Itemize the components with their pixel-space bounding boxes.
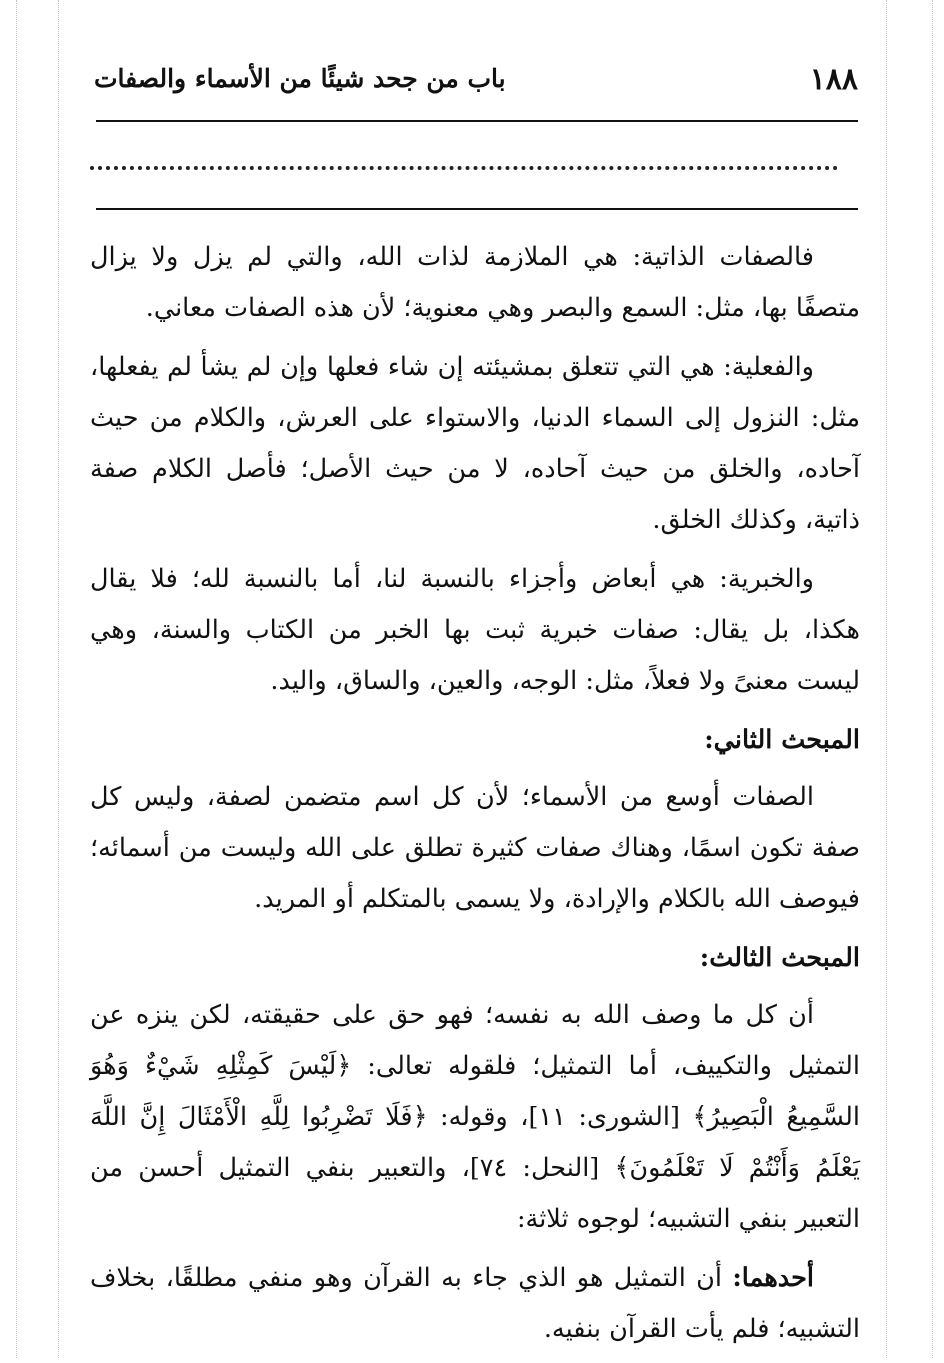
scan-guide-line	[58, 0, 59, 1358]
paragraph-reported-attributes: والخبرية: هي أبعاض وأجزاء بالنسبة لنا، أما بالنسبة لله؛ فلا يقال هكذا، بل يقال: صفات خبرية ثبت بها الخبر من الكتاب والسنة، وهي ليست معنىً ولا فعلاً، مثل: الوجه، والعين، والساق، واليد.	[90, 564, 860, 696]
running-header	[90, 58, 860, 108]
section-heading-second: المبحث الثاني:	[704, 725, 860, 755]
first-reason-text: أن التمثيل هو الذي جاء به القرآن وهو منفي مطلقًا، بخلاف التشبيه؛ فلم يأت القرآن بنفيه.	[90, 1263, 860, 1344]
paragraph-first-reason	[90, 1253, 860, 1355]
footnote-dotted-leader	[90, 166, 838, 170]
scan-guide-line	[16, 0, 17, 1358]
page-body	[90, 232, 860, 1363]
paragraph-essential-attributes: فالصفات الذاتية: هي الملازمة لذات الله، والتي لم يزل ولا يزال متصفًا بها، مثل: السمع والبصر وهي معنوية؛ لأن هذه الصفات معاني.	[90, 242, 860, 323]
page-number: ١٨٨	[809, 62, 858, 97]
section-rule	[96, 208, 858, 210]
paragraph-action-attributes: والفعلية: هي التي تتعلق بمشيئته إن شاء فعلها وإن لم يشأ لم يفعلها، مثل: النزول إلى السماء الدنيا، والاستواء على العرش، والكلام من حيث آحاده، والخلق من حيث آحاده، لا من حيث الأصل؛ فأصل الكلام صفة ذاتية، وكذلك الخلق.	[90, 352, 860, 535]
first-reason-label: أحدهما:	[732, 1263, 814, 1293]
chapter-title: باب من جحد شيئًا من الأسماء والصفات	[94, 64, 506, 93]
section-heading-third: المبحث الثالث:	[699, 943, 860, 973]
paragraph-attributes-broader: الصفات أوسع من الأسماء؛ لأن كل اسم متضمن لصفة، وليس كل صفة تكون اسمًا، وهناك صفات كثيرة تطلق على الله وليست من أسمائه؛ فيوصف الله بالكلام والإرادة، ولا يسمى بالمتكلم أو المريد.	[90, 782, 860, 914]
scan-guide-line	[886, 0, 887, 1358]
book-page	[90, 0, 860, 1358]
header-rule	[96, 120, 858, 122]
paragraph-no-likeness: أن كل ما وصف الله به نفسه؛ فهو حق على حقيقته، لكن ينزه عن التمثيل والتكييف، أما التمثيل؛ فلقوله تعالى: ﴿لَيْسَ كَمِثْلِهِ شَيْءٌ وَهُوَ السَّمِيعُ الْبَصِيرُ﴾ [الشورى: ١١]، وقوله: ﴿فَلَا تَضْرِبُوا لِلَّهِ الْأَمْثَالَ إِنَّ اللَّهَ يَعْلَمُ وَأَنْتُمْ لَا تَعْلَمُونَ﴾ [النحل: ٧٤]، والتعبير بنفي التمثيل أحسن من التعبير بنفي التشبيه؛ لوجوه ثلاثة:	[90, 1000, 860, 1234]
scan-guide-line	[932, 0, 933, 1358]
